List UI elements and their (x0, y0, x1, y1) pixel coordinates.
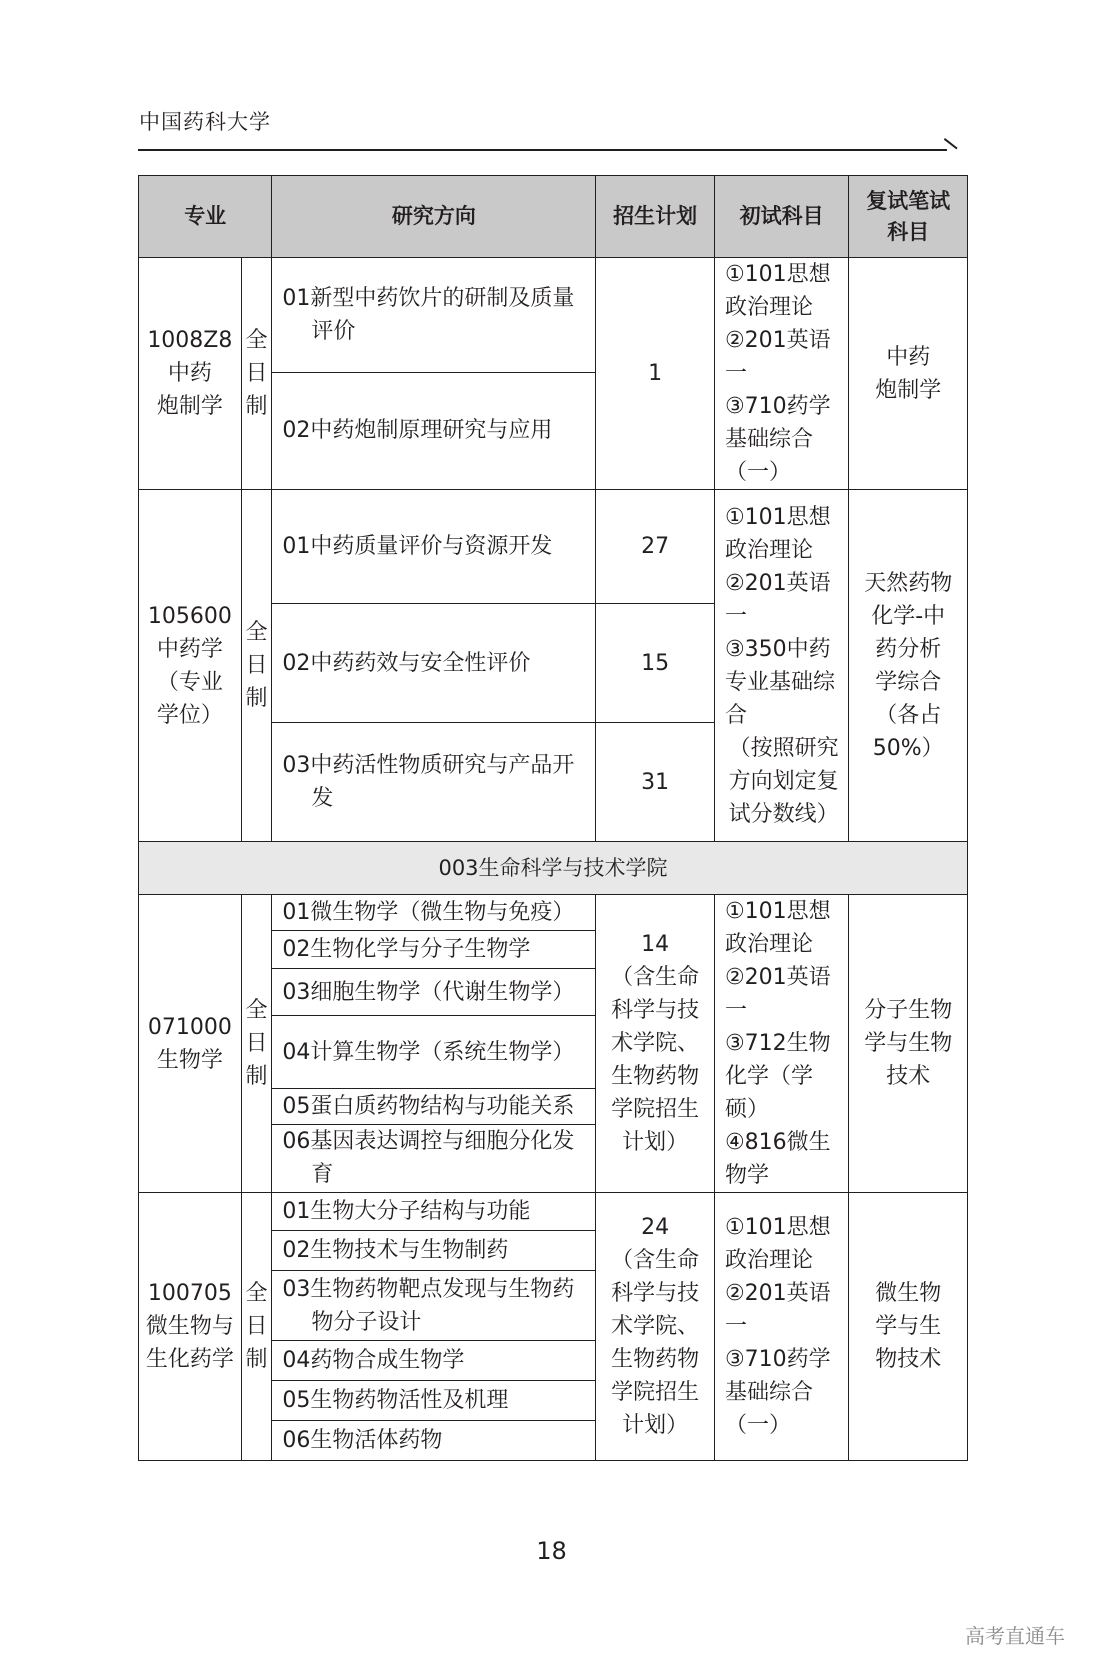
plan-value: 24 (641, 1215, 670, 1240)
plan-value: 31 (641, 769, 670, 795)
table-header-row (139, 176, 968, 258)
admissions-table (138, 175, 968, 1461)
major-cell (139, 895, 242, 1193)
page-number: 18 (536, 1537, 567, 1565)
major-name-line: 生化药学 (145, 1347, 234, 1372)
direction-cell (272, 258, 596, 373)
direction-text: 02中药药效与安全性评价 (282, 650, 531, 676)
major-cell (139, 490, 242, 842)
plan-note-line: （含生命 (611, 1248, 700, 1273)
retest-cell (849, 490, 968, 842)
exam-subject: ③710药学基础综合（一） (724, 394, 831, 485)
retest-line: 微生物 (875, 1281, 942, 1306)
retest-cell (849, 895, 968, 1193)
plan-note-line: 计划） (622, 1130, 689, 1155)
plan-cell (596, 723, 715, 842)
exam-cell (714, 258, 848, 490)
exam-subject: ②201英语一 (724, 965, 831, 1023)
retest-line: 化学-中 (871, 603, 946, 629)
plan-value: 15 (641, 650, 670, 676)
direction-cell (272, 1421, 596, 1461)
header-retest (849, 176, 968, 258)
direction-cell (272, 1124, 596, 1192)
major-name-line: 生物学 (156, 1047, 223, 1073)
retest-line: 学与生 (875, 1314, 942, 1339)
header-major: 专业 (139, 176, 272, 258)
watermark-text: 高考直通车 (965, 1624, 1065, 1648)
direction-cell (272, 895, 596, 931)
major-code: 100705 (147, 1281, 232, 1306)
major-cell (139, 1193, 242, 1461)
direction-text: 01微生物学（微生物与免疫） (282, 899, 575, 925)
retest-line: 学综合 (875, 669, 942, 695)
plan-note-line: 科学与技 (611, 998, 700, 1023)
retest-line: 物技术 (875, 1347, 942, 1372)
table-row (139, 490, 968, 604)
plan-note-line: （含生命 (611, 965, 700, 990)
plan-note-line: 学院招生 (611, 1380, 700, 1405)
table-row (139, 895, 968, 931)
retest-line: 药分析 (875, 636, 942, 662)
major-name-line: 中药学 (156, 636, 223, 662)
direction-cell (272, 604, 596, 723)
exam-subject: ②201英语一 (724, 1281, 831, 1339)
direction-cell (272, 1271, 596, 1341)
direction-cell (272, 930, 596, 969)
direction-cell (272, 1231, 596, 1271)
page-header-title: 中国药科大学 (139, 110, 271, 134)
retest-line: 天然药物 (864, 570, 953, 596)
study-mode-cell (241, 895, 272, 1193)
header-rule (138, 149, 947, 151)
direction-cell (272, 723, 596, 842)
retest-line: 中药 (886, 344, 931, 370)
retest-line: 技术 (886, 1064, 931, 1089)
major-name-line: （专业 (156, 669, 223, 695)
exam-subject: ①101思想政治理论 (724, 504, 831, 563)
study-mode-cell (241, 258, 272, 490)
study-mode: 全日制 (245, 998, 268, 1089)
exam-cell (714, 490, 848, 842)
exam-subject: ④816微生物学 (724, 1130, 831, 1188)
plan-note-line: 术学院、 (611, 1031, 700, 1056)
major-cell (139, 258, 242, 490)
table-row (139, 258, 968, 373)
direction-text: 01中药质量评价与资源开发 (282, 534, 553, 559)
header-retest-line: 复试笔试 (866, 188, 951, 213)
exam-subject: ③712生物化学（学硕） (724, 1031, 831, 1122)
major-code: 071000 (147, 1014, 232, 1040)
section-row (139, 842, 968, 895)
header-rule-tick (944, 138, 958, 149)
major-name-line: 炮制学 (156, 394, 223, 419)
direction-text: 05蛋白质药物结构与功能关系 (282, 1093, 575, 1119)
direction-text: 06基因表达调控与细胞分化发育 (282, 1129, 575, 1188)
retest-line: 学与生物 (864, 1031, 953, 1056)
study-mode-cell (241, 490, 272, 842)
study-mode: 全日制 (245, 1281, 268, 1372)
major-name-line: 中药 (167, 361, 212, 386)
direction-text: 06生物活体药物 (282, 1428, 443, 1453)
major-code: 1008Z8 (147, 328, 233, 353)
exam-subject: ②201英语一 (724, 328, 831, 386)
exam-subject: ①101思想政治理论 (724, 899, 831, 957)
direction-cell (272, 1341, 596, 1381)
direction-text: 02中药炮制原理研究与应用 (282, 418, 553, 444)
direction-cell (272, 1088, 596, 1124)
plan-value: 1 (648, 361, 663, 386)
exam-subject: ①101思想政治理论 (724, 1215, 831, 1273)
exam-subject: ③710药学基础综合（一） (724, 1347, 831, 1438)
plan-note-line: 术学院、 (611, 1314, 700, 1339)
major-name-line: 微生物与 (145, 1314, 234, 1339)
header-direction: 研究方向 (272, 176, 596, 258)
header-retest-line: 科目 (887, 219, 930, 244)
direction-cell (272, 969, 596, 1016)
direction-cell (272, 372, 596, 489)
direction-text: 05生物药物活性及机理 (282, 1388, 509, 1413)
major-code: 105600 (147, 603, 232, 629)
plan-cell (596, 895, 715, 1193)
exam-subject: ②201英语一 (724, 570, 831, 629)
plan-value: 14 (641, 932, 670, 957)
header-exam: 初试科目 (714, 176, 848, 258)
plan-note-line: 生物药物 (611, 1064, 700, 1089)
table-row (139, 1193, 968, 1231)
exam-subject: ①101思想政治理论 (724, 262, 831, 320)
direction-text: 03生物药物靶点发现与生物药物分子设计 (282, 1276, 575, 1335)
study-mode: 全日制 (245, 328, 268, 419)
exam-cell (714, 895, 848, 1193)
direction-text: 02生物化学与分子生物学 (282, 937, 531, 963)
direction-text: 02生物技术与生物制药 (282, 1238, 509, 1263)
retest-cell (849, 1193, 968, 1461)
plan-value: 27 (641, 534, 670, 559)
direction-text: 01生物大分子结构与功能 (282, 1199, 531, 1224)
plan-note-line: 计划） (622, 1413, 689, 1438)
direction-text: 04药物合成生物学 (282, 1348, 465, 1373)
exam-cell (714, 1193, 848, 1461)
retest-cell (849, 258, 968, 490)
study-mode: 全日制 (245, 620, 268, 711)
major-name-line: 学位） (156, 702, 223, 728)
plan-cell (596, 490, 715, 604)
plan-note-line: 生物药物 (611, 1347, 700, 1372)
study-mode-cell (241, 1193, 272, 1461)
direction-cell (272, 1193, 596, 1231)
direction-text: 01新型中药饮片的研制及质量评价 (282, 285, 575, 344)
header-plan: 招生计划 (596, 176, 715, 258)
direction-text: 03中药活性物质研究与产品开发 (282, 753, 575, 811)
direction-cell (272, 1381, 596, 1421)
plan-cell (596, 604, 715, 723)
direction-cell (272, 490, 596, 604)
direction-cell (272, 1016, 596, 1088)
retest-line: 炮制学 (875, 377, 942, 403)
plan-cell (596, 258, 715, 490)
direction-text: 03细胞生物学（代谢生物学） (282, 979, 575, 1005)
plan-note-line: 学院招生 (611, 1097, 700, 1122)
section-title: 003生命科学与技术学院 (139, 842, 968, 895)
retest-line: （各占 (875, 702, 942, 728)
plan-cell (596, 1193, 715, 1461)
exam-note: （按照研究方向划定复试分数线） (728, 735, 839, 827)
plan-note-line: 科学与技 (611, 1281, 700, 1306)
exam-subject: ③350中药专业基础综合 (724, 636, 835, 728)
retest-line: 分子生物 (864, 998, 953, 1023)
direction-text: 04计算生物学（系统生物学） (282, 1039, 575, 1065)
retest-line: 50%） (872, 735, 944, 761)
